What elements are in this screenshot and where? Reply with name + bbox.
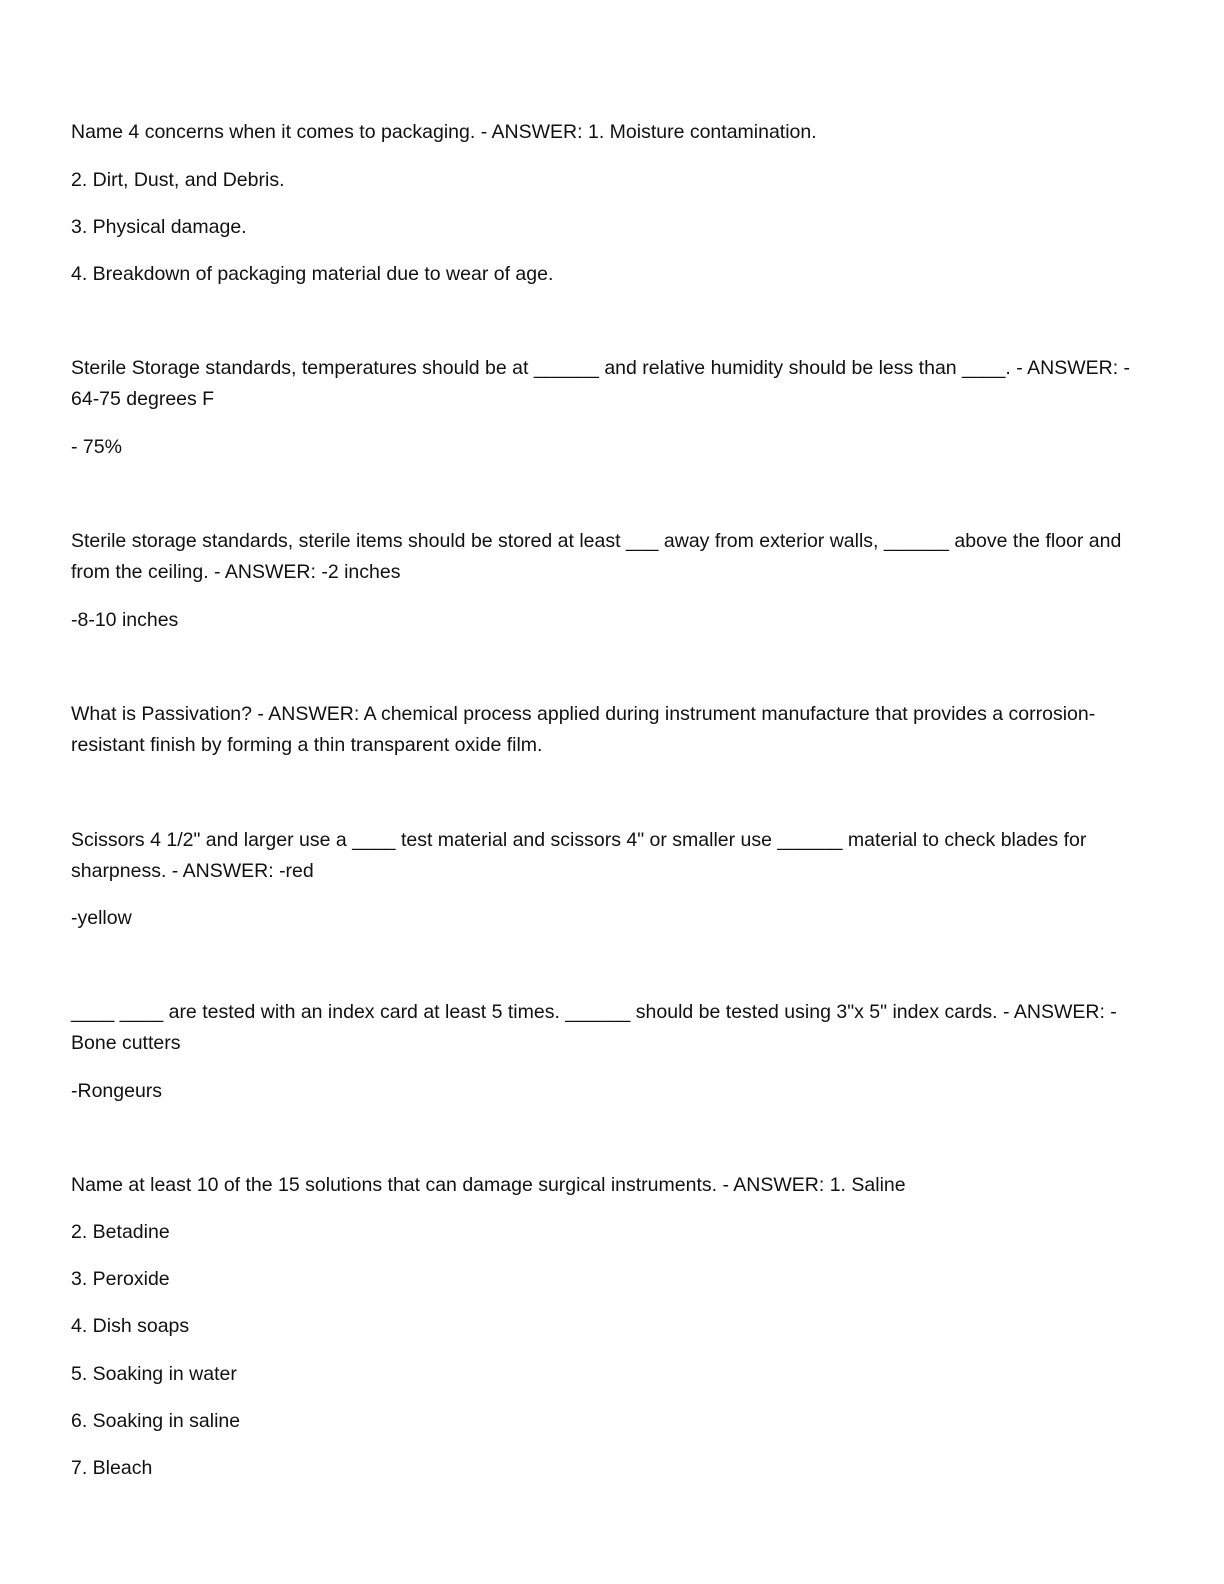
answer-item: 6. Soaking in saline bbox=[71, 1410, 241, 1432]
answer-item: -8-10 inches bbox=[71, 609, 179, 631]
question-4: What is Passivation? - ANSWER: A chemical process applied during instrument manufacture that provides a corrosion-resistant finish by forming a thin transparent oxide film. bbox=[71, 703, 1096, 756]
answer-item: 3. Physical damage. bbox=[71, 216, 247, 238]
question-6: ____ ____ are tested with an index card at least 5 times. ______ should be tested using 3"x 5" index cards. - ANSWER: -Bone cutters bbox=[71, 1001, 1117, 1054]
question-3: Sterile storage standards, sterile items should be stored at least ___ away from exterior walls, ______ above the floor and from the ceiling. - ANSWER: -2 inches bbox=[71, 530, 1122, 583]
answer-item: 5. Soaking in water bbox=[71, 1363, 237, 1385]
question-5: Scissors 4 1/2" and larger use a ____ test material and scissors 4" or smaller use ______ material to check blades for sharpness. - ANSWER: -red bbox=[71, 829, 1087, 882]
question-7: Name at least 10 of the 15 solutions that can damage surgical instruments. - ANSWER: 1. Saline bbox=[71, 1174, 906, 1196]
question-1: Name 4 concerns when it comes to packaging. - ANSWER: 1. Moisture contamination. bbox=[71, 121, 817, 143]
answer-item: -Rongeurs bbox=[71, 1080, 163, 1102]
answer-item: 2. Betadine bbox=[71, 1221, 170, 1243]
answer-item: -yellow bbox=[71, 907, 132, 929]
answer-item: 4. Breakdown of packaging material due to wear of age. bbox=[71, 263, 554, 285]
answer-item: 4. Dish soaps bbox=[71, 1315, 190, 1337]
answer-item: 3. Peroxide bbox=[71, 1268, 170, 1290]
answer-item: - 75% bbox=[71, 436, 122, 458]
question-2: Sterile Storage standards, temperatures should be at ______ and relative humidity should be less than ____. - ANSWER: - 64-75 degrees F bbox=[71, 357, 1131, 410]
answer-item: 2. Dirt, Dust, and Debris. bbox=[71, 169, 285, 191]
answer-item: 7. Bleach bbox=[71, 1457, 153, 1479]
